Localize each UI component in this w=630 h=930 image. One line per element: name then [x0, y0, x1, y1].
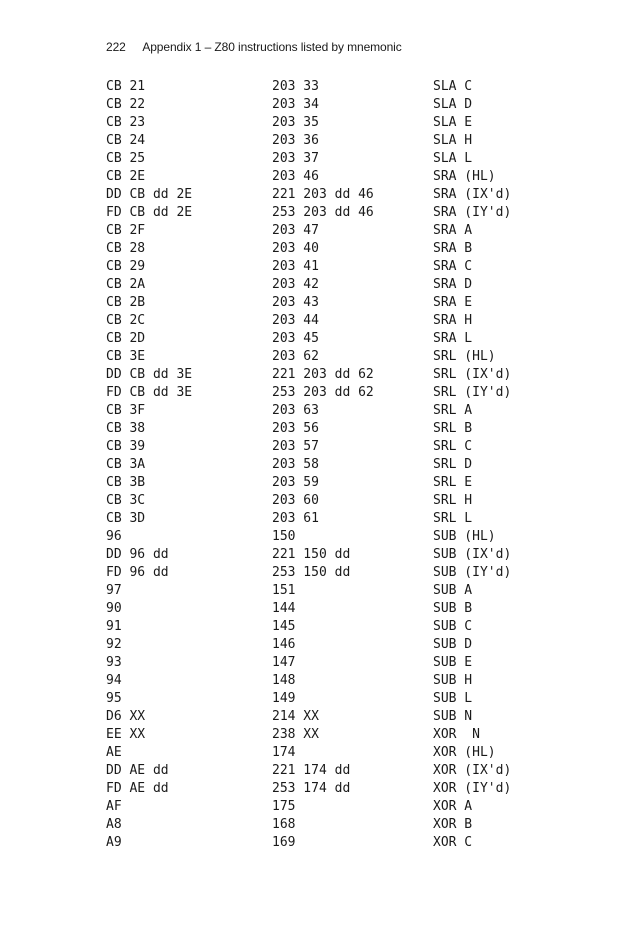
decimal-opcode: 203 45 — [272, 331, 319, 346]
decimal-opcode: 203 34 — [272, 97, 319, 112]
table-row — [0, 546, 630, 564]
mnemonic: SUB A — [433, 583, 473, 598]
hex-opcode: DD AE dd — [106, 763, 169, 778]
table-row — [0, 96, 630, 114]
table-row — [0, 366, 630, 384]
hex-opcode: 94 — [106, 673, 122, 688]
mnemonic: SUB D — [433, 637, 473, 652]
hex-opcode: CB 28 — [106, 241, 146, 256]
hex-opcode: CB 3F — [106, 403, 146, 418]
table-row — [0, 474, 630, 492]
page-number: 222 — [106, 40, 126, 54]
hex-opcode: 90 — [106, 601, 122, 616]
table-row — [0, 636, 630, 654]
decimal-opcode: 203 63 — [272, 403, 319, 418]
mnemonic: SUB H — [433, 673, 473, 688]
mnemonic: SUB (IX'd) — [433, 547, 512, 562]
table-row — [0, 744, 630, 762]
decimal-opcode: 146 — [272, 637, 296, 652]
decimal-opcode: 203 56 — [272, 421, 319, 436]
mnemonic: SRL (IX'd) — [433, 367, 512, 382]
mnemonic: SLA L — [433, 151, 473, 166]
mnemonic: XOR A — [433, 799, 473, 814]
mnemonic: SLA H — [433, 133, 473, 148]
mnemonic: SUB B — [433, 601, 473, 616]
hex-opcode: A9 — [106, 835, 122, 850]
decimal-opcode: 203 61 — [272, 511, 319, 526]
decimal-opcode: 147 — [272, 655, 296, 670]
mnemonic: XOR N — [433, 727, 480, 742]
decimal-opcode: 203 36 — [272, 133, 319, 148]
decimal-opcode: 169 — [272, 835, 296, 850]
mnemonic: SRA (IY'd) — [433, 205, 512, 220]
hex-opcode: EE XX — [106, 727, 146, 742]
table-row — [0, 600, 630, 618]
decimal-opcode: 221 150 dd — [272, 547, 351, 562]
table-row — [0, 222, 630, 240]
table-row — [0, 834, 630, 852]
hex-opcode: CB 3A — [106, 457, 146, 472]
mnemonic: SRL C — [433, 439, 473, 454]
hex-opcode: CB 3D — [106, 511, 146, 526]
table-row — [0, 528, 630, 546]
mnemonic: SRL (HL) — [433, 349, 496, 364]
mnemonic: SRA L — [433, 331, 473, 346]
mnemonic: SRA (IX'd) — [433, 187, 512, 202]
table-row — [0, 510, 630, 528]
decimal-opcode: 148 — [272, 673, 296, 688]
hex-opcode: FD AE dd — [106, 781, 169, 796]
decimal-opcode: 168 — [272, 817, 296, 832]
decimal-opcode: 238 XX — [272, 727, 319, 742]
hex-opcode: 91 — [106, 619, 122, 634]
mnemonic: SRL A — [433, 403, 473, 418]
hex-opcode: 97 — [106, 583, 122, 598]
hex-opcode: CB 2D — [106, 331, 146, 346]
decimal-opcode: 253 203 dd 62 — [272, 385, 374, 400]
mnemonic: XOR B — [433, 817, 473, 832]
mnemonic: SRA H — [433, 313, 473, 328]
mnemonic: SLA D — [433, 97, 473, 112]
table-row — [0, 582, 630, 600]
hex-opcode: CB 3B — [106, 475, 146, 490]
decimal-opcode: 174 — [272, 745, 296, 760]
table-row — [0, 240, 630, 258]
hex-opcode: CB 2E — [106, 169, 146, 184]
mnemonic: SRL D — [433, 457, 473, 472]
mnemonic: XOR (IX'd) — [433, 763, 512, 778]
mnemonic: SRL (IY'd) — [433, 385, 512, 400]
decimal-opcode: 145 — [272, 619, 296, 634]
mnemonic: SUB L — [433, 691, 473, 706]
mnemonic: SRL B — [433, 421, 473, 436]
mnemonic: SRA C — [433, 259, 473, 274]
hex-opcode: FD CB dd 3E — [106, 385, 193, 400]
hex-opcode: CB 21 — [106, 79, 146, 94]
hex-opcode: DD CB dd 3E — [106, 367, 193, 382]
decimal-opcode: 149 — [272, 691, 296, 706]
hex-opcode: AF — [106, 799, 122, 814]
decimal-opcode: 214 XX — [272, 709, 319, 724]
table-row — [0, 492, 630, 510]
table-row — [0, 438, 630, 456]
hex-opcode: CB 3C — [106, 493, 146, 508]
page-title: Appendix 1 – Z80 instructions listed by mnemonic — [142, 40, 402, 54]
mnemonic: SRL H — [433, 493, 473, 508]
table-row — [0, 762, 630, 780]
table-row — [0, 816, 630, 834]
decimal-opcode: 203 42 — [272, 277, 319, 292]
table-row — [0, 672, 630, 690]
decimal-opcode: 203 46 — [272, 169, 319, 184]
mnemonic: XOR (IY'd) — [433, 781, 512, 796]
hex-opcode: 92 — [106, 637, 122, 652]
table-row — [0, 780, 630, 798]
table-row — [0, 78, 630, 96]
table-row — [0, 420, 630, 438]
table-row — [0, 276, 630, 294]
hex-opcode: 93 — [106, 655, 122, 670]
hex-opcode: CB 24 — [106, 133, 146, 148]
table-row — [0, 114, 630, 132]
mnemonic: SLA E — [433, 115, 473, 130]
decimal-opcode: 203 58 — [272, 457, 319, 472]
table-row — [0, 330, 630, 348]
table-row — [0, 726, 630, 744]
mnemonic: SUB E — [433, 655, 473, 670]
table-row — [0, 384, 630, 402]
hex-opcode: CB 22 — [106, 97, 146, 112]
hex-opcode: A8 — [106, 817, 122, 832]
table-row — [0, 618, 630, 636]
hex-opcode: CB 2B — [106, 295, 146, 310]
hex-opcode: FD 96 dd — [106, 565, 169, 580]
table-row — [0, 168, 630, 186]
decimal-opcode: 151 — [272, 583, 296, 598]
mnemonic: SRA A — [433, 223, 473, 238]
decimal-opcode: 221 203 dd 62 — [272, 367, 374, 382]
decimal-opcode: 150 — [272, 529, 296, 544]
mnemonic: SRA (HL) — [433, 169, 496, 184]
decimal-opcode: 203 57 — [272, 439, 319, 454]
table-row — [0, 402, 630, 420]
table-row — [0, 690, 630, 708]
hex-opcode: CB 38 — [106, 421, 146, 436]
hex-opcode: FD CB dd 2E — [106, 205, 193, 220]
hex-opcode: 96 — [106, 529, 122, 544]
mnemonic: SUB (HL) — [433, 529, 496, 544]
table-row — [0, 294, 630, 312]
table-row — [0, 708, 630, 726]
decimal-opcode: 253 203 dd 46 — [272, 205, 374, 220]
mnemonic: SRA E — [433, 295, 473, 310]
hex-opcode: D6 XX — [106, 709, 146, 724]
table-row — [0, 654, 630, 672]
decimal-opcode: 203 43 — [272, 295, 319, 310]
instruction-table — [0, 78, 630, 852]
table-row — [0, 132, 630, 150]
table-row — [0, 258, 630, 276]
decimal-opcode: 203 60 — [272, 493, 319, 508]
decimal-opcode: 253 150 dd — [272, 565, 351, 580]
decimal-opcode: 221 203 dd 46 — [272, 187, 374, 202]
mnemonic: XOR C — [433, 835, 473, 850]
hex-opcode: CB 2A — [106, 277, 146, 292]
table-row — [0, 150, 630, 168]
mnemonic: SUB (IY'd) — [433, 565, 512, 580]
mnemonic: SRL E — [433, 475, 473, 490]
hex-opcode: DD 96 dd — [106, 547, 169, 562]
hex-opcode: DD CB dd 2E — [106, 187, 193, 202]
hex-opcode: CB 2F — [106, 223, 146, 238]
decimal-opcode: 253 174 dd — [272, 781, 351, 796]
page-header — [106, 40, 402, 54]
decimal-opcode: 203 37 — [272, 151, 319, 166]
decimal-opcode: 175 — [272, 799, 296, 814]
table-row — [0, 312, 630, 330]
mnemonic: SRA D — [433, 277, 473, 292]
table-row — [0, 456, 630, 474]
decimal-opcode: 203 44 — [272, 313, 319, 328]
table-row — [0, 186, 630, 204]
decimal-opcode: 203 33 — [272, 79, 319, 94]
mnemonic: SRL L — [433, 511, 473, 526]
hex-opcode: CB 39 — [106, 439, 146, 454]
hex-opcode: CB 25 — [106, 151, 146, 166]
decimal-opcode: 203 59 — [272, 475, 319, 490]
mnemonic: SRA B — [433, 241, 473, 256]
decimal-opcode: 203 62 — [272, 349, 319, 364]
table-row — [0, 564, 630, 582]
decimal-opcode: 144 — [272, 601, 296, 616]
hex-opcode: CB 23 — [106, 115, 146, 130]
decimal-opcode: 221 174 dd — [272, 763, 351, 778]
decimal-opcode: 203 47 — [272, 223, 319, 238]
mnemonic: SUB N — [433, 709, 473, 724]
table-row — [0, 204, 630, 222]
mnemonic: XOR (HL) — [433, 745, 496, 760]
mnemonic: SLA C — [433, 79, 473, 94]
mnemonic: SUB C — [433, 619, 473, 634]
table-row — [0, 798, 630, 816]
decimal-opcode: 203 35 — [272, 115, 319, 130]
table-row — [0, 348, 630, 366]
decimal-opcode: 203 41 — [272, 259, 319, 274]
decimal-opcode: 203 40 — [272, 241, 319, 256]
hex-opcode: CB 3E — [106, 349, 146, 364]
hex-opcode: 95 — [106, 691, 122, 706]
hex-opcode: CB 2C — [106, 313, 146, 328]
hex-opcode: AE — [106, 745, 122, 760]
hex-opcode: CB 29 — [106, 259, 146, 274]
